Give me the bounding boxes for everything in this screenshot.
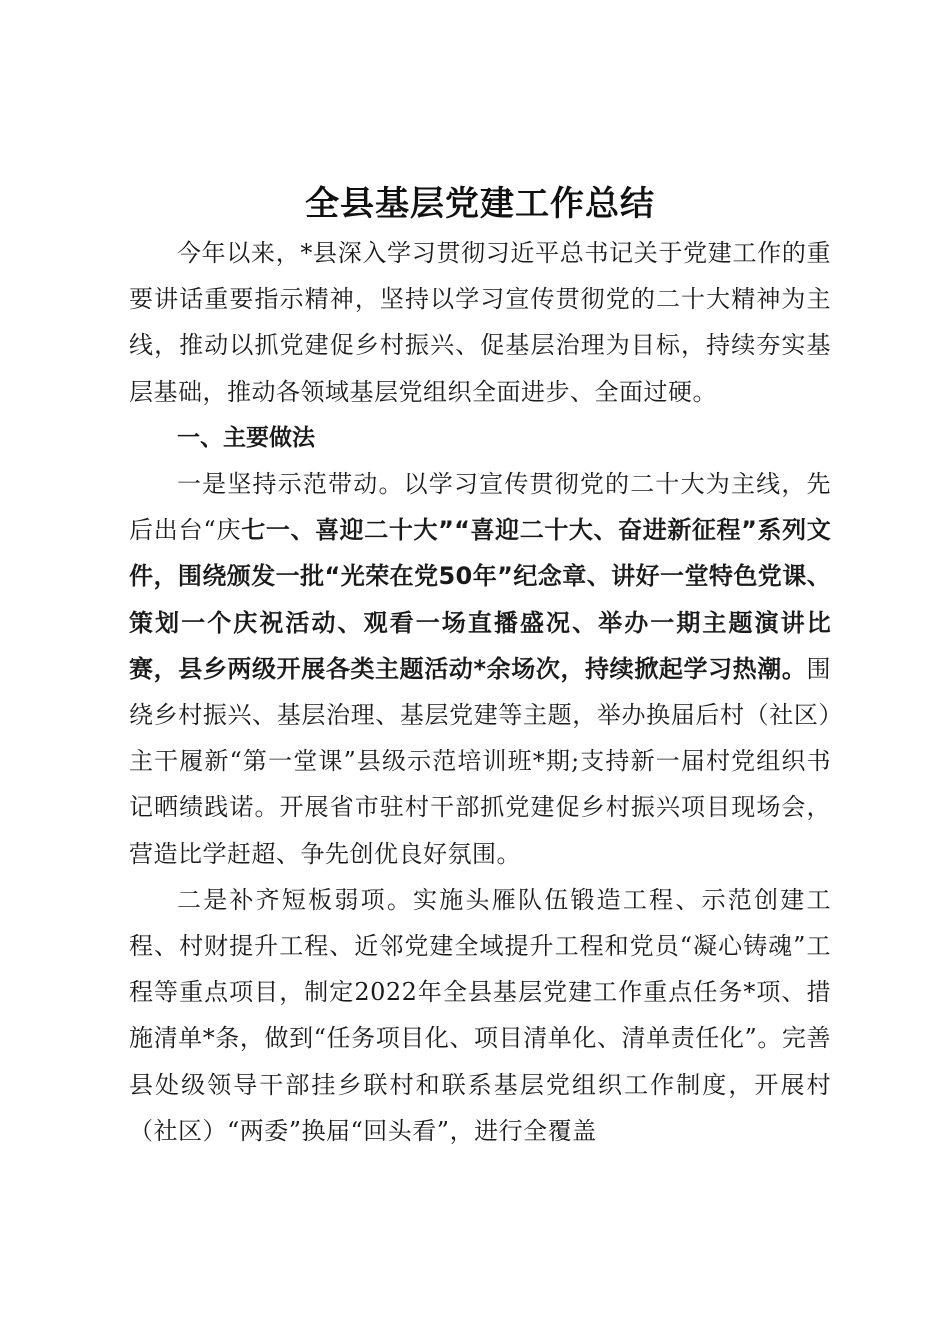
section-heading: 一、主要做法 [177, 424, 315, 451]
paragraph-bold-text: 七一、喜迎二十大”“喜迎二十大、奋进新征程”系列文件，围绕颁发一批“光荣在党50年”纪念章、讲好一堂特色党课、策划一个庆祝活动、观看一场直播盛况、举办一期主题演讲比赛，县乡两级开展各类主题活动*余场次，持续掀起学习热潮。 [129, 516, 831, 683]
intro-paragraph: 今年以来，*县深入学习贯彻习近平总书记关于党建工作的重要讲话重要指示精神，坚持以学习宣传贯彻党的二十大精神为主线，推动以抓党建促乡村振兴、促基层治理为目标，持续夯实基层基础，推动各领域基层党组织全面进步、全面过硬。 [129, 239, 831, 406]
document-body [129, 178, 831, 1154]
paragraph-text: 围绕乡村振兴、基层治理、基层党建等主题，举办换届后村（社区）主干履新“第一堂课”县级示范培训班*期;支持新一届村党组织书记晒绩践诺。开展省市驻村干部抓党建促乡村振兴项目现场会，营造比学赶超、争先创优良好氛围。 [129, 654, 831, 868]
paragraph-demonstration [129, 461, 831, 877]
document-title: 全县基层党建工作总结 [305, 184, 655, 224]
paragraph-shortcomings: 二是补齐短板弱项。实施头雁队伍锻造工程、示范创建工程、村财提升工程、近邻党建全域提升工程和党员“凝心铸魂”工程等重点项目，制定2022年全县基层党建工作重点任务*项、措施清单*条，做到“任务项目化、项目清单化、清单责任化”。完善县处级领导干部挂乡联村和联系基层党组织工作制度，开展村（社区）“两委”换届“回头看”，进行全覆盖 [129, 885, 831, 1145]
paragraph-text: 一是坚持示范带动。以学习宣传贯彻党的二十大为主线，先后出台“庆 [129, 470, 831, 545]
